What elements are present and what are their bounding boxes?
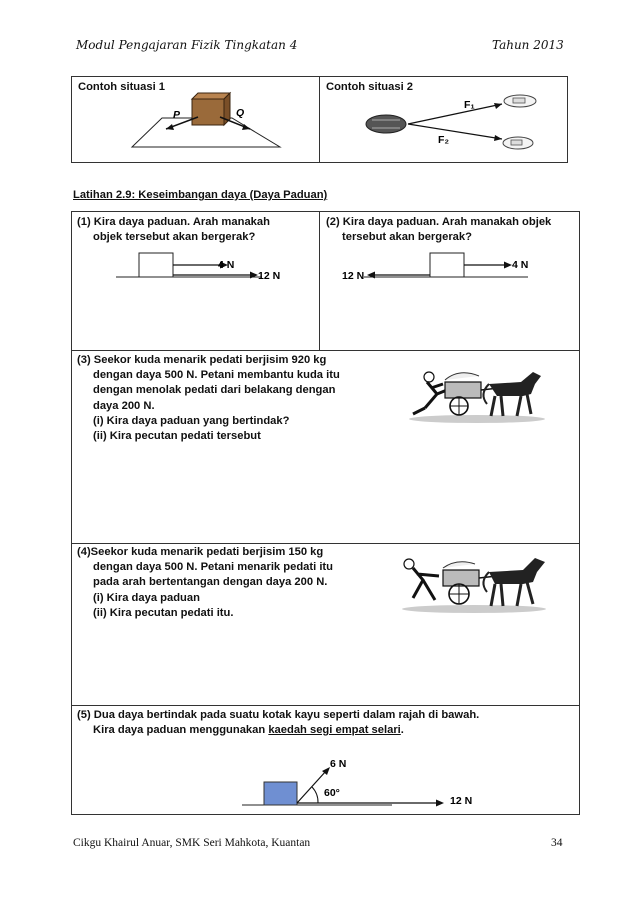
q4-line: (4)Seekor kuda menarik pedati berjisim 150 kg bbox=[77, 546, 324, 558]
q3-line: dengan menolak pedati dari belakang dengan bbox=[93, 384, 336, 397]
examples-table bbox=[71, 76, 568, 163]
situation2-diagram bbox=[350, 87, 550, 157]
header-year: Tahun 2013 bbox=[492, 38, 564, 52]
farmer-pushing-icon bbox=[413, 372, 447, 414]
page-number: 34 bbox=[551, 837, 563, 849]
q3-text bbox=[77, 353, 340, 444]
q4-line: pada arah bertentangan dengan daya 200 N. bbox=[93, 576, 328, 589]
barge-icon bbox=[366, 115, 406, 133]
q1-force-12n: 12 N bbox=[258, 270, 281, 282]
q1-diagram bbox=[112, 252, 312, 282]
tugboat-1-icon bbox=[504, 95, 536, 107]
force-f1-label: F₁ bbox=[464, 99, 475, 111]
q2-force-12n: 12 N bbox=[342, 270, 365, 282]
q4-line: (ii) Kira pecutan pedati itu. bbox=[93, 606, 234, 619]
cart-icon bbox=[445, 373, 499, 415]
tugboat-2-icon bbox=[503, 137, 533, 149]
situation1-label: Contoh situasi 1 bbox=[78, 81, 166, 93]
header-title: Modul Pengajaran Fizik Tingkatan 4 bbox=[76, 38, 298, 52]
q5-box bbox=[264, 782, 297, 805]
q5-method-name: kaedah segi empat selari bbox=[268, 724, 401, 736]
examples-divider bbox=[319, 77, 320, 162]
footer-author: Cikgu Khairul Anuar, SMK Seri Mahkota, Kuantan bbox=[73, 837, 311, 849]
q3-horse-cart-illustration bbox=[407, 364, 547, 424]
q4-line: (i) Kira daya paduan bbox=[93, 591, 200, 604]
q1-box bbox=[139, 253, 173, 277]
q2-line2: tersebut akan bergerak? bbox=[342, 231, 472, 243]
q5-line2: Kira daya paduan menggunakan kaedah segi empat selari. bbox=[93, 724, 404, 736]
q2-force-4n: 4 N bbox=[512, 259, 529, 271]
section-title: Latihan 2.9: Keseimbangan daya (Daya Paduan) bbox=[73, 189, 328, 201]
q3-line: dengan daya 500 N. Petani membantu kuda itu bbox=[93, 369, 340, 382]
q3-line: (ii) Kira pecutan pedati tersebut bbox=[93, 430, 261, 443]
q3-line: daya 200 N. bbox=[93, 399, 155, 412]
q2-box bbox=[430, 253, 464, 277]
exercises-table bbox=[71, 211, 580, 815]
force-f2-label: F₂ bbox=[438, 134, 450, 146]
q5-line1: (5) Dua daya bertindak pada suatu kotak kayu seperti dalam rajah di bawah. bbox=[77, 709, 480, 721]
horse-icon bbox=[483, 558, 545, 606]
q2-line1: (2) Kira daya paduan. Arah manakah objek bbox=[326, 216, 552, 228]
situation1-diagram bbox=[132, 87, 282, 157]
horse-icon bbox=[483, 372, 541, 416]
q5-force-12n: 12 N bbox=[450, 795, 473, 807]
crate-icon bbox=[192, 99, 224, 125]
q5-angle: 60° bbox=[324, 787, 340, 799]
q5-diagram bbox=[238, 747, 498, 807]
situation2-label: Contoh situasi 2 bbox=[326, 81, 414, 93]
q4-line: dengan daya 500 N. Petani menarik pedati itu bbox=[93, 561, 333, 574]
force-q-label: Q bbox=[236, 107, 245, 119]
q1-force-4n: 4 N bbox=[218, 259, 235, 271]
cart-icon bbox=[443, 562, 497, 604]
force-p-label: P bbox=[173, 109, 181, 121]
q5-force-6n: 6 N bbox=[330, 758, 347, 770]
q1-line2: objek tersebut akan bergerak? bbox=[93, 231, 256, 243]
q1-line1: (1) Kira daya paduan. Arah manakah bbox=[77, 216, 270, 228]
q4-horse-cart-illustration bbox=[399, 552, 549, 614]
q4-text bbox=[77, 545, 333, 621]
q3-line: (i) Kira daya paduan yang bertindak? bbox=[93, 414, 290, 427]
q3-line: (3) Seekor kuda menarik pedati berjisim 920 kg bbox=[77, 354, 327, 366]
farmer-pulling-icon bbox=[404, 559, 439, 600]
q2-diagram bbox=[340, 252, 570, 282]
